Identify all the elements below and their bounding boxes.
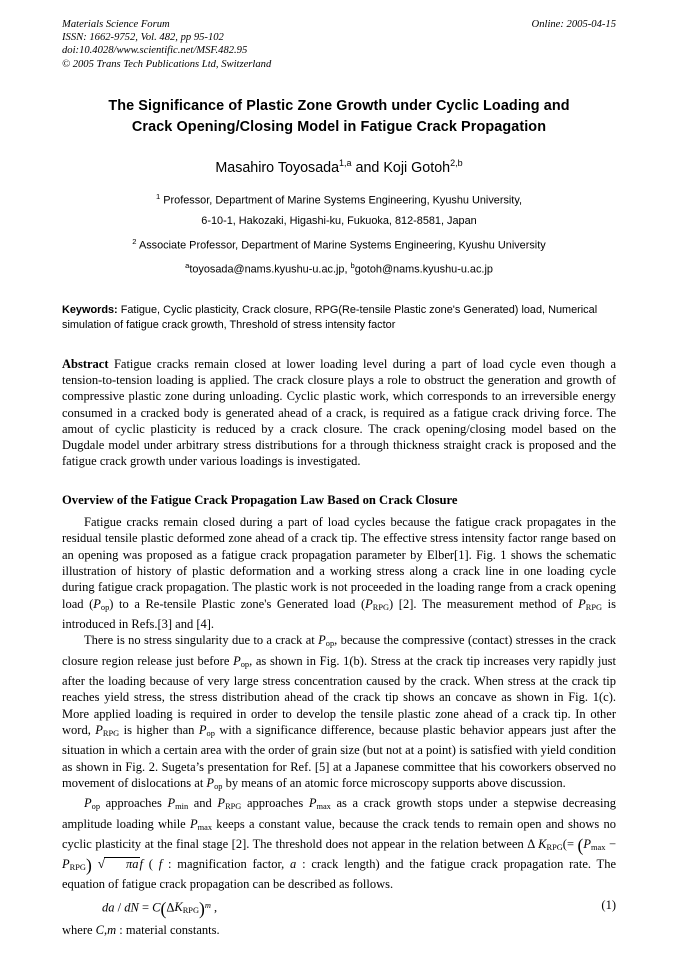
where-symbol-m: m (107, 923, 117, 938)
equation-exponent-m: m (204, 900, 211, 910)
equation-constant-c: C (152, 900, 161, 915)
author-conjunction: and (351, 159, 384, 176)
symbol-p-rpg-4 (217, 796, 241, 810)
paragraph-2-text-b: , because the compressive (contact) stresses in the crack closure region release just before (62, 633, 617, 668)
symbol-p: P (206, 776, 215, 791)
title-line-1: The Significance of Plastic Zone Growth under Cyclic Loading and (108, 97, 570, 114)
email-b-address: gotoh@nams.kyushu-u.ac.jp (354, 263, 493, 276)
paragraph-3-text-a: approaches (100, 796, 168, 811)
where-comma: , (104, 923, 108, 938)
paragraph-1-text-a: Fatigue cracks remain closed during a part of load cycles because the fatigue crack propagates in the residual tensile plastic deformed zone ahead of a crack tip. The effective stress intensity factor range based on an opening was proposed as a fatigue crack propagation parameter by Elber[1]. Fig. 1 shows the schematic illustration of history of plastic deformation and a working stress along a crack line in one loading cycle during fatigue crack propagation. The plastic work is not proceeded in the loading range from a crack opening load ( (62, 514, 616, 611)
equation-1 (62, 896, 616, 920)
symbol-k: K (538, 836, 547, 851)
symbol-p: P (583, 836, 591, 851)
where-label: where (62, 923, 96, 938)
affiliations (62, 187, 616, 257)
author-emails (62, 256, 616, 280)
close-paren-large: ) (85, 854, 92, 875)
abstract-label: Abstract (62, 356, 109, 371)
abstract-block (62, 356, 616, 470)
paragraph-3-text-c: approaches (241, 796, 309, 811)
symbol-subscript: RPG (69, 863, 86, 873)
symbol-p: P (93, 596, 101, 611)
paragraph-2-text-d: is higher than (119, 723, 199, 738)
email-b-marker: b (350, 261, 355, 271)
title-line-2: Crack Opening/Closing Model in Fatigue Crack Propagation (131, 118, 547, 135)
symbol-p: P (62, 857, 70, 872)
equation-slash: / (114, 900, 125, 915)
symbol-p-op-6 (84, 796, 100, 810)
paragraph-3-text-i: : crack length) and the fatigue crack propagation rate. The equation of fatigue crack propagation can be described as follows. (62, 857, 616, 892)
affiliation-2-text: Associate Professor, Department of Marine Systems Engineering, Kyushu University (136, 239, 546, 252)
affiliation-1-text: Professor, Department of Marine Systems Engineering, Kyushu University, (160, 194, 522, 207)
symbol-subscript: op (325, 639, 335, 649)
symbol-p: P (233, 653, 241, 668)
symbol-p-op-3 (233, 654, 249, 668)
email-a-address: toyosada@nams.kyushu-u.ac.jp, (189, 263, 351, 276)
symbol-subscript: op (240, 659, 250, 669)
symbol-subscript: op (206, 728, 215, 738)
open-paren-large: ( (577, 834, 584, 855)
abstract-text: Fatigue cracks remain closed at lower loading level during a part of load cycle even though a tension-to-tension loading is applied. The crack closure plays a role to obstruct the generation and growth of compressive plastic zone during unloading. Cyclic plastic work, which corresponds to an irreversible energy consumed in a cracked body is generated ahead of a crack, is required as a fatigue crack driving force. The amout of cyclic plasticity is reduced by a crack closure. The crack opening/closing model based on the Dugdale model under arbitrary stress distributions for a through thickness straight crack is proposed and the fatigue crack growth under various loadings is investigated. (62, 356, 616, 469)
symbol-p-rpg-1 (365, 597, 389, 611)
journal-issn: ISSN: 1662-9752, Vol. 482, pp 95-102 (62, 32, 224, 44)
symbol-p: P (217, 796, 226, 811)
symbol-p: P (318, 633, 326, 648)
paragraph-2-text-a: There is no stress singularity due to a crack at (84, 633, 319, 648)
equation-delta: Δ (166, 900, 175, 915)
symbol-p-rpg-3 (95, 723, 119, 737)
journal-copyright: © 2005 Trans Tech Publications Ltd, Switzerland (62, 58, 272, 70)
symbol-p: P (189, 816, 198, 831)
radical-sign: √ (97, 856, 105, 872)
journal-doi: doi:10.4028/www.scientific.net/MSF.482.95 (62, 45, 248, 57)
symbol-subscript: op (91, 802, 101, 812)
affiliation-2-marker: 2 (132, 236, 137, 246)
author-2-name: Koji Gotoh (383, 159, 451, 176)
equation-number: (1) (601, 897, 616, 912)
symbol-subscript: RPG (225, 802, 242, 812)
symbol-subscript: RPG (546, 842, 563, 852)
paragraph-1-text-b: ) to a Re-tensile Plastic zone's Generated load ( (109, 596, 366, 611)
equation-comma: , (210, 900, 218, 915)
where-text: : material constants. (116, 923, 220, 938)
symbol-p: P (95, 723, 103, 738)
paragraph-3-text-b: and (188, 796, 218, 811)
paragraph-3-text-g: ( (142, 857, 159, 872)
equation-open-paren: ( (160, 898, 167, 919)
symbol-p: P (365, 596, 373, 611)
symbol-k: K (174, 900, 183, 915)
symbol-p: P (308, 796, 317, 811)
paragraph-2 (62, 632, 616, 795)
symbol-subscript: min (175, 802, 189, 812)
symbol-p-max-2 (190, 817, 212, 831)
symbol-p-op-4 (199, 723, 215, 737)
paragraph-1-text-d: is introduced in Refs.[3] and [4]. (62, 596, 616, 631)
symbol-p-max-1 (309, 796, 331, 810)
symbol-subscript: RPG (585, 602, 603, 612)
symbol-subscript: max (197, 822, 213, 832)
keywords-block (62, 303, 616, 334)
symbol-p: P (84, 796, 92, 811)
equation-close-paren: ) (199, 898, 205, 919)
symbol-p-max-3 (583, 837, 605, 851)
symbol-subscript: RPG (182, 906, 199, 916)
paragraph-3 (62, 795, 616, 892)
paragraph-3-text-d: as a crack growth stops under a stepwise decreasing amplitude loading while (62, 796, 616, 831)
author-2-affiliation-marker: 2,b (450, 157, 463, 168)
symbol-p-op-1 (93, 597, 109, 611)
affiliation-1-line-1 (62, 187, 616, 211)
equation-da: da (102, 900, 115, 915)
symbol-p-rpg-2 (578, 597, 602, 611)
delta-symbol: Δ (527, 836, 539, 851)
symbol-p: P (167, 796, 176, 811)
symbol-subscript: op (100, 602, 110, 612)
online-date: Online: 2005-04-15 (531, 19, 616, 30)
journal-name: Materials Science Forum (62, 19, 170, 30)
symbol-p-op-2 (318, 633, 334, 647)
equation-dN: dN (124, 900, 139, 915)
paragraph-1 (62, 514, 616, 633)
symbol-subscript: RPG (102, 728, 120, 738)
paragraph-3-text-e: keeps a constant value, because the crack tends to remain open and shows no cyclic plasticity at the final stage [2]. The threshold does not appear in the relation between (62, 816, 616, 851)
affiliation-1-marker: 1 (156, 191, 161, 201)
author-1-name: Masahiro Toyosada (215, 159, 340, 176)
section-heading: Overview of the Fatigue Crack Propagation Law Based on Crack Closure (62, 492, 458, 507)
symbol-p: P (578, 596, 586, 611)
paragraph-2-text-c: , as shown in Fig. 1(b). Stress at the crack tip increases very rapidly just after the loading because of very large stress concentration caused by the crack. When stress at the crack tip reaches yield stress, the stress distribution ahead of the crack tip shows an concave as shown in Fig. 1(c). More applied loading is required in order to develop the tensile plastic zone ahead of a crack tip. In other word, (62, 653, 616, 738)
symbol-f-factor: f (139, 857, 143, 872)
equation-equals: = (138, 900, 153, 915)
symbol-p: P (198, 723, 207, 738)
symbol-p-op-5 (206, 776, 222, 790)
symbol-subscript: RPG (372, 602, 390, 612)
symbol-k-rpg-inline (538, 837, 563, 851)
affiliation-2-line (62, 232, 616, 256)
symbol-a-variable: a (290, 857, 297, 872)
paragraph-1-text-c: ) [2]. The measurement method of (389, 596, 579, 611)
symbol-subscript: max (316, 802, 331, 812)
author-1-affiliation-marker: 1,a (339, 157, 352, 168)
where-line (62, 922, 616, 939)
page-title (62, 96, 616, 138)
keywords-text: Fatigue, Cyclic plasticity, Crack closure, RPG(Re-tensile Plastic zone's Generated) load, Numerical simulation of fatigue crack growth, Threshold of stress intensity factor (62, 303, 598, 332)
paragraph-3-text-f: (= (562, 836, 578, 851)
symbol-subscript: max (591, 842, 606, 852)
affiliation-1-line-2: 6-10-1, Hakozaki, Higashi-ku, Fukuoka, 812-8581, Japan (201, 215, 477, 227)
minus-operator: − (605, 836, 616, 851)
paragraph-3-text-h: : magnification factor, (162, 857, 291, 872)
paragraph-2-text-f: by means of an atomic force microscopy supports above discussion. (222, 776, 566, 791)
equation-k-rpg (174, 900, 199, 914)
author-list (62, 154, 616, 178)
symbol-p-rpg-5 (62, 857, 86, 871)
page-content (62, 18, 616, 939)
symbol-p-min-1 (167, 796, 188, 810)
symbol-subscript: op (214, 782, 223, 792)
email-a-marker: a (185, 261, 190, 271)
keywords-label: Keywords: (62, 303, 118, 316)
paragraph-2-text-e: with a significance difference, because plastic behavior appears just after the situation in which a certain area with the order of grain size (but not at a point) is satisfied with yield condition as shown in Fig. 2. Sugeta’s presentation for Ref. [5] at a Japanese committee that his coworkers observed no movement of dislocations at (62, 723, 616, 791)
symbol-f-variable: f (158, 857, 163, 872)
where-symbol-c: C (95, 923, 105, 938)
radicand-pi-a: πa (104, 857, 140, 871)
journal-header (62, 18, 616, 71)
